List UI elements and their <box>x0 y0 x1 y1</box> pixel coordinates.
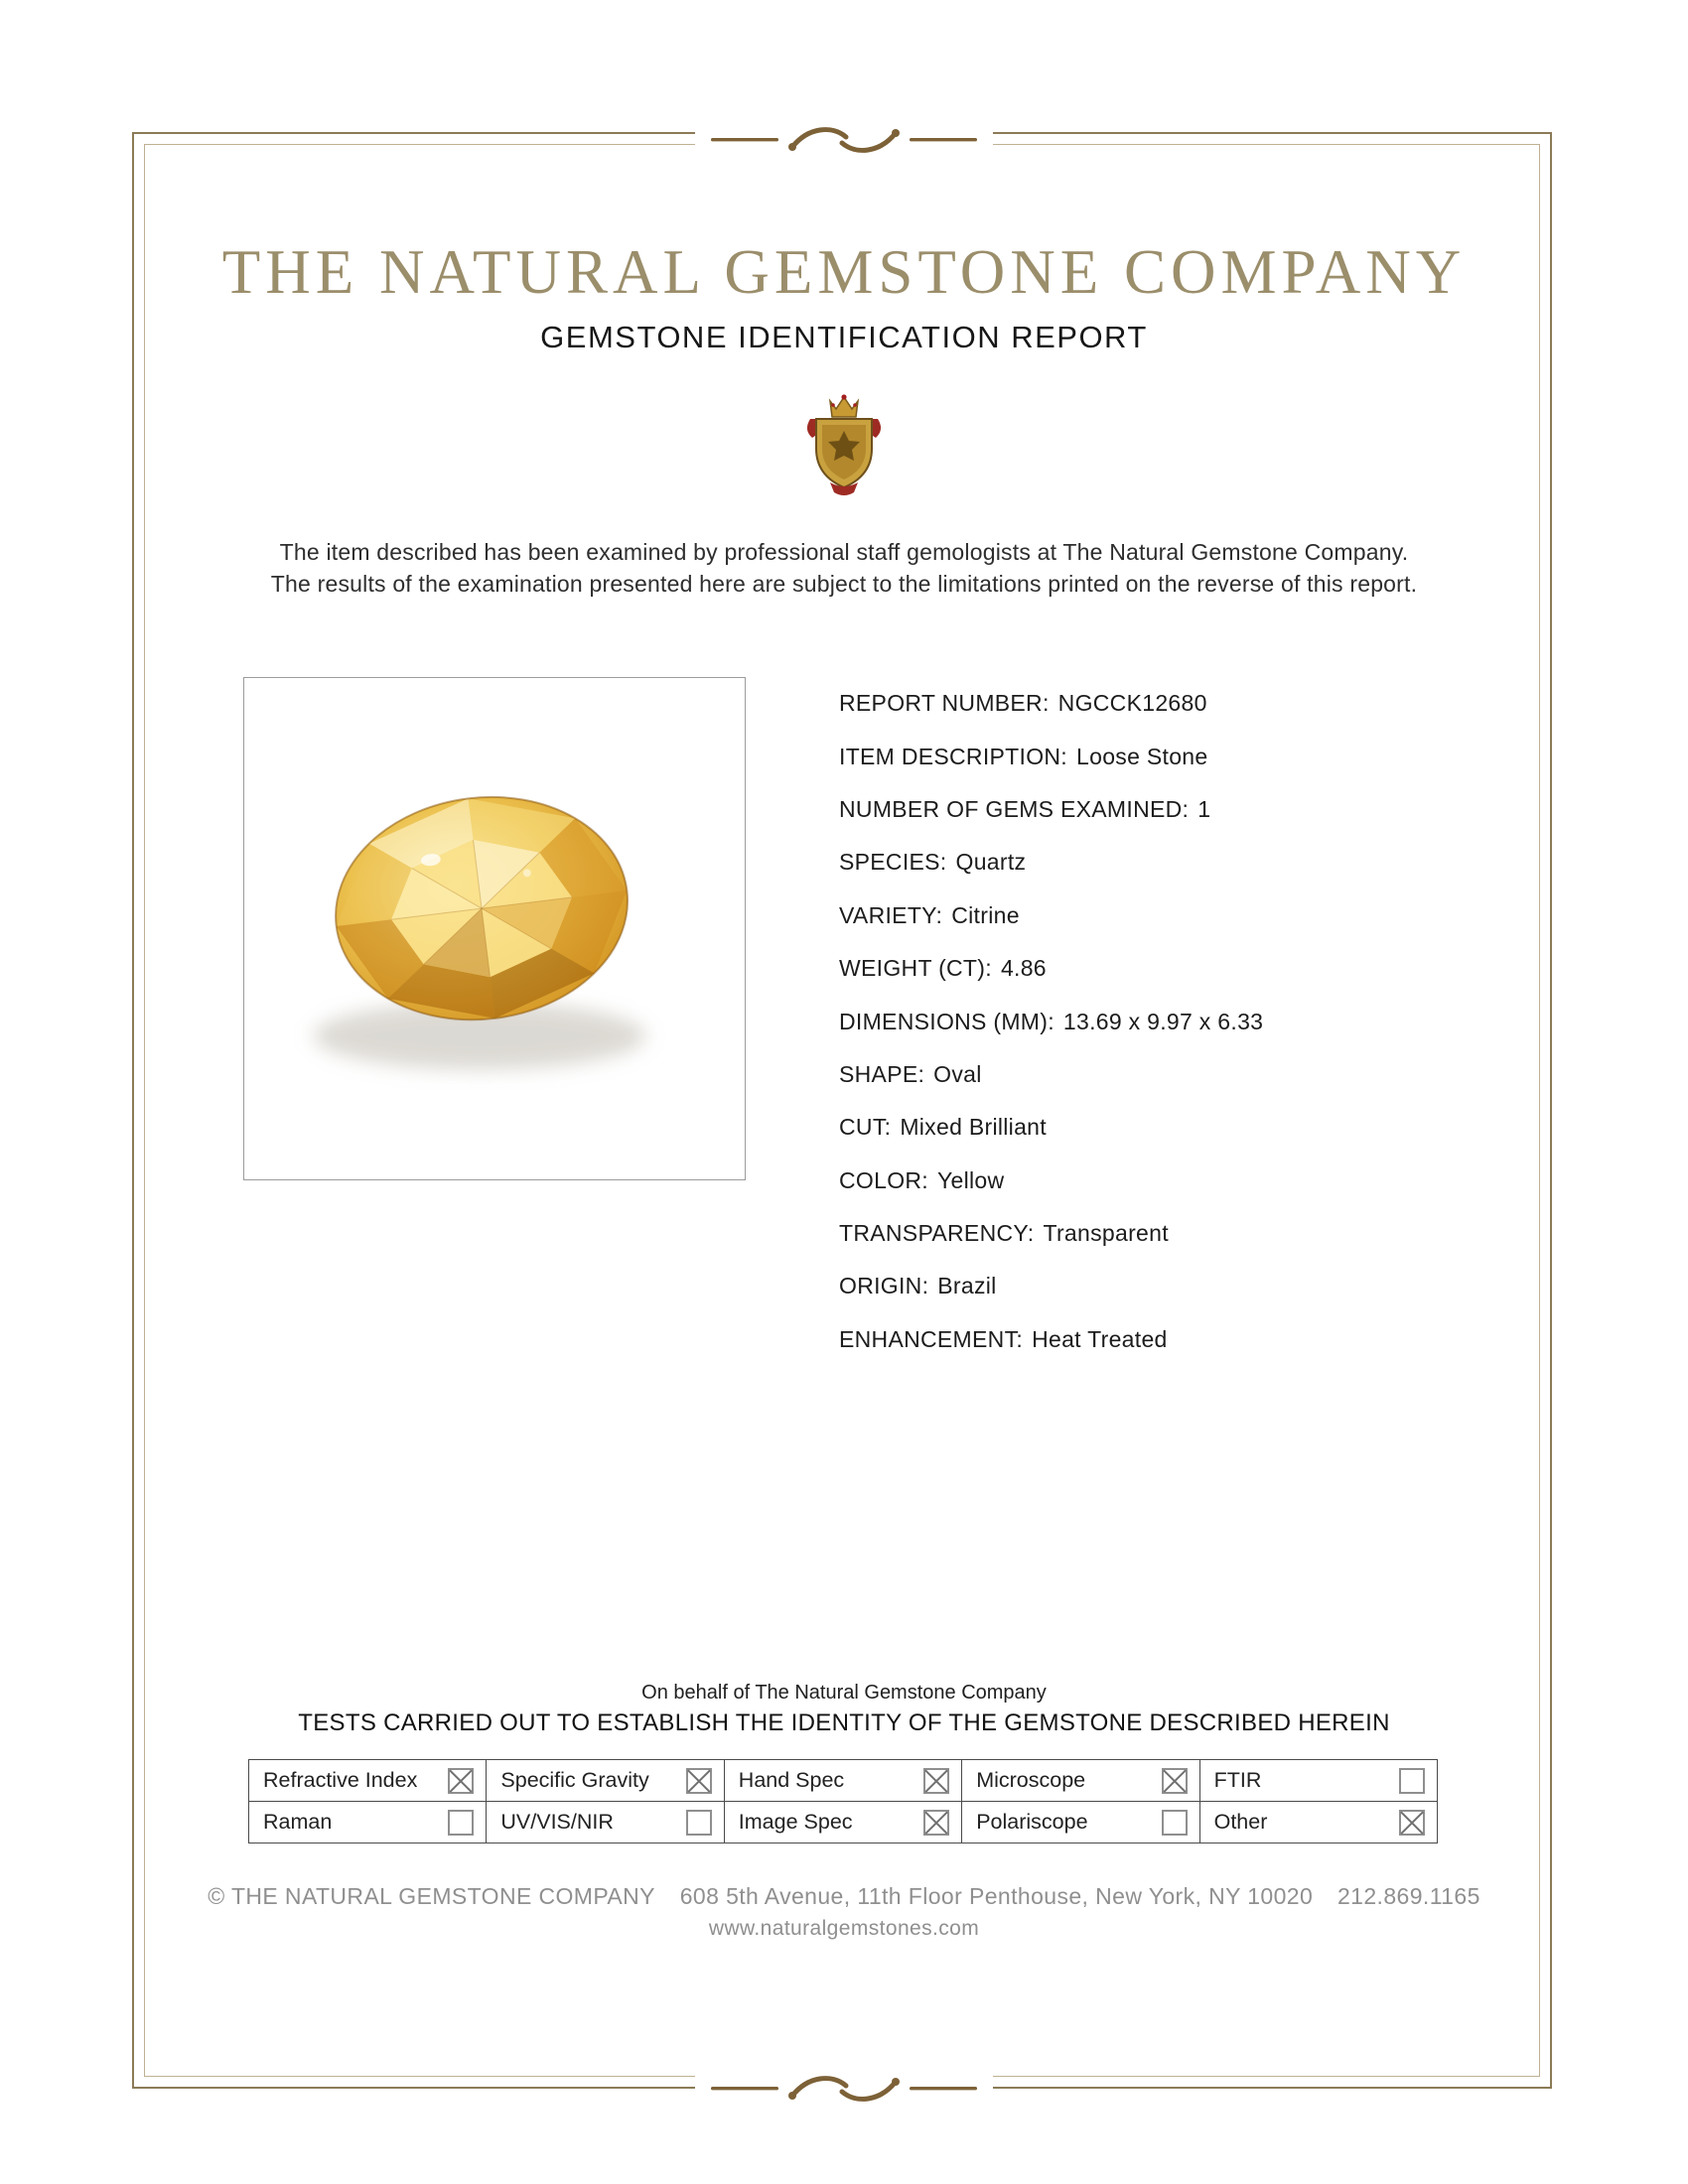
test-label: Specific Gravity <box>500 1768 649 1792</box>
field-label: VARIETY: <box>839 901 943 928</box>
field-label: TRANSPARENCY: <box>839 1220 1035 1247</box>
field-cut <box>839 1101 1534 1154</box>
checkbox-hand-spec <box>923 1768 949 1794</box>
footer-website: www.naturalgemstones.com <box>708 1917 980 1940</box>
field-origin <box>839 1260 1534 1312</box>
field-value: Mixed Brilliant <box>900 1114 1047 1141</box>
field-value: Quartz <box>955 849 1027 876</box>
field-value: 13.69 x 9.97 x 6.33 <box>1062 1008 1264 1034</box>
test-label: FTIR <box>1213 1768 1262 1792</box>
field-value: Yellow <box>936 1166 1005 1193</box>
test-uv-vis-nir <box>487 1802 724 1843</box>
field-color <box>839 1155 1534 1207</box>
checkbox-specific-gravity <box>686 1768 712 1794</box>
field-label: NUMBER OF GEMS EXAMINED: <box>839 795 1190 822</box>
field-value: NGCCK12680 <box>1057 690 1207 717</box>
field-value: Citrine <box>951 901 1020 928</box>
field-value: 4.86 <box>1000 955 1047 982</box>
test-label: Raman <box>263 1810 333 1834</box>
field-label: COLOR: <box>839 1166 928 1193</box>
checkbox-other <box>1399 1810 1425 1836</box>
field-value: Heat Treated <box>1032 1325 1168 1352</box>
checkbox-polariscope <box>1162 1810 1188 1836</box>
report-title: GEMSTONE IDENTIFICATION REPORT <box>540 320 1148 354</box>
test-hand-spec <box>725 1760 962 1802</box>
test-refractive-index <box>249 1760 487 1802</box>
field-label: ORIGIN: <box>839 1273 929 1299</box>
field-report-number <box>839 677 1534 730</box>
checkbox-raman <box>448 1810 474 1836</box>
top-flourish-ornament-icon <box>695 115 993 163</box>
checkbox-refractive-index <box>448 1768 474 1794</box>
field-number-of-gems <box>839 783 1534 836</box>
field-shape <box>839 1048 1534 1101</box>
checkbox-ftir <box>1399 1768 1425 1794</box>
test-microscope <box>962 1760 1199 1802</box>
tests-heading: TESTS CARRIED OUT TO ESTABLISH THE IDENTITY OF THE GEMSTONE DESCRIBED HEREIN <box>298 1709 1390 1736</box>
field-value: Brazil <box>937 1273 997 1299</box>
company-crest-icon <box>800 389 888 502</box>
field-label: ITEM DESCRIPTION: <box>839 743 1068 769</box>
footer-copyright: © THE NATURAL GEMSTONE COMPANY <box>208 1883 655 1909</box>
footer-contact-line <box>0 1883 1688 1910</box>
field-value: Loose Stone <box>1076 743 1208 769</box>
field-transparency <box>839 1207 1534 1260</box>
field-label: REPORT NUMBER: <box>839 690 1050 717</box>
field-species <box>839 836 1534 888</box>
test-label: Image Spec <box>738 1810 853 1834</box>
field-value: Oval <box>933 1060 982 1087</box>
test-label: Refractive Index <box>263 1768 418 1792</box>
report-fields <box>839 677 1534 1366</box>
bottom-flourish-ornament-icon <box>695 2064 993 2112</box>
field-item-description <box>839 730 1534 782</box>
intro-line-2: The results of the examination presented here are subject to the limitations printed on the reverse of this report. <box>270 571 1418 597</box>
intro-line-1: The item described has been examined by professional staff gemologists at The Natural Gemstone Company. <box>279 539 1409 565</box>
test-specific-gravity <box>487 1760 724 1802</box>
test-label: Other <box>1213 1810 1268 1834</box>
test-polariscope <box>962 1802 1199 1843</box>
footer-phone: 212.869.1165 <box>1336 1883 1480 1909</box>
company-name: THE NATURAL GEMSTONE COMPANY <box>221 237 1467 307</box>
field-value: 1 <box>1197 795 1211 822</box>
gemstone-photo <box>243 677 746 1180</box>
field-enhancement <box>839 1313 1534 1366</box>
checkbox-uv-vis-nir <box>686 1810 712 1836</box>
field-value: Transparent <box>1043 1220 1169 1247</box>
intro-paragraph <box>0 536 1688 600</box>
field-label: ENHANCEMENT: <box>839 1325 1024 1352</box>
test-image-spec <box>725 1802 962 1843</box>
footer-address: 608 5th Avenue, 11th Floor Penthouse, New York, NY 10020 <box>679 1883 1314 1909</box>
test-raman <box>249 1802 487 1843</box>
test-label: Polariscope <box>976 1810 1088 1834</box>
field-label: CUT: <box>839 1114 892 1141</box>
field-label: WEIGHT (CT): <box>839 955 992 982</box>
test-label: UV/VIS/NIR <box>500 1810 614 1834</box>
field-label: SPECIES: <box>839 849 947 876</box>
checkbox-microscope <box>1162 1768 1188 1794</box>
test-label: Microscope <box>976 1768 1086 1792</box>
field-variety <box>839 889 1534 942</box>
test-other <box>1200 1802 1438 1843</box>
field-label: SHAPE: <box>839 1060 925 1087</box>
checkbox-image-spec <box>923 1810 949 1836</box>
tests-table <box>248 1759 1438 1843</box>
on-behalf-text: On behalf of The Natural Gemstone Company <box>641 1682 1047 1704</box>
test-label: Hand Spec <box>738 1768 845 1792</box>
test-ftir <box>1200 1760 1438 1802</box>
field-dimensions <box>839 995 1534 1047</box>
field-weight <box>839 942 1534 995</box>
field-label: DIMENSIONS (MM): <box>839 1008 1055 1034</box>
